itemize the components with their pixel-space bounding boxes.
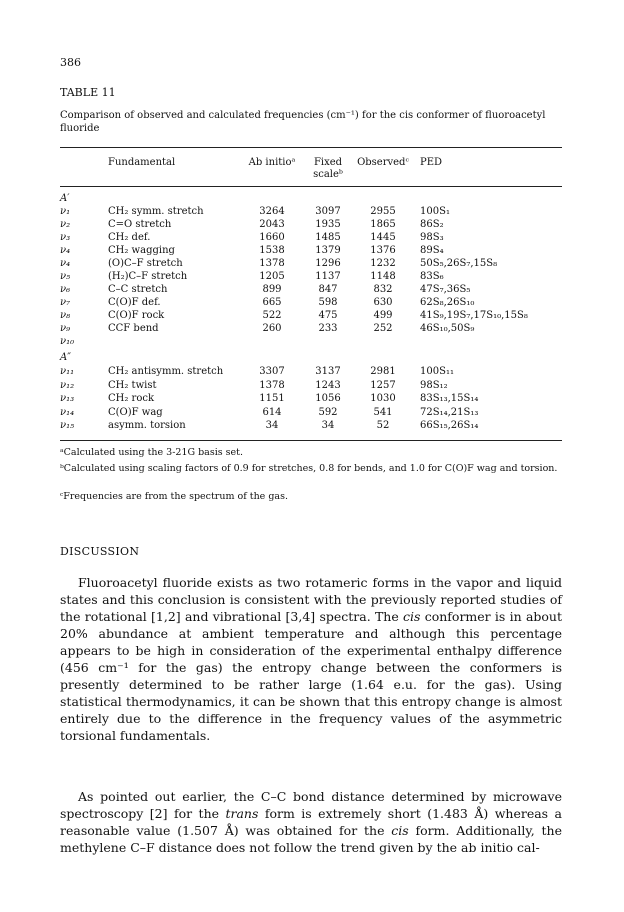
observed-value: 1865 xyxy=(370,219,396,230)
mode-symbol: ν₆ xyxy=(60,284,71,295)
mode-description: C(O)F rock xyxy=(108,310,165,321)
para1-cis: cis xyxy=(403,609,421,624)
observed-value: 541 xyxy=(373,406,393,418)
mode-symbol: ν₅ xyxy=(60,271,71,282)
ab-initio-value: 34 xyxy=(265,420,279,431)
mode-symbol: ν₁₄ xyxy=(60,406,75,418)
fixed-scale-value: 1056 xyxy=(315,393,341,404)
ped-value: 66S₁₅,26S₁₄ xyxy=(420,420,479,431)
mode-symbol: ν₁₁ xyxy=(60,366,75,377)
ab-initio-value: 3264 xyxy=(259,206,285,217)
para2-text-b: form is extremely short (1.483 Å) whereas a reasonable value (1.507 Å) was obtained for the xyxy=(60,806,562,838)
fixed-scale-value: 34 xyxy=(321,420,335,431)
fixed-scale-value: 1379 xyxy=(315,245,341,256)
observed-value: 1376 xyxy=(370,245,396,256)
para1-text-b: conformer is in about 20% abundance at ambient temperature and although this percentage appears to be high in consideration of the experimental enthalpy difference (456 cm⁻¹ for the gas) the entropy change between the conformers is presently determined to be rather large (1.64 e.u. for the gas). Using statistical thermodynamics, it can be shown that this entropy change is almost entirely due to the difference in the frequency values of the asymmetric torsional fundamentals. xyxy=(60,609,562,743)
col-header-observed: Observedᶜ xyxy=(357,157,409,168)
para2-trans: trans xyxy=(225,806,259,821)
ped-value: 83S₆ xyxy=(420,271,444,282)
ped-value: 62S₈,26S₁₀ xyxy=(420,297,475,308)
ab-initio-value: 1378 xyxy=(259,258,285,269)
fixed-scale-value: 3097 xyxy=(315,206,341,217)
page-number: 386 xyxy=(60,56,81,69)
mode-symbol: ν₂ xyxy=(60,219,71,230)
para2-text-a: As pointed out earlier, the C–C bond distance determined by microwave spectroscopy [2] for the xyxy=(60,789,562,821)
mode-symbol: ν₄ xyxy=(60,245,71,256)
table-top-rule xyxy=(60,147,562,148)
observed-value: 252 xyxy=(373,323,393,334)
observed-value: 1030 xyxy=(370,393,396,404)
ab-initio-value: 1205 xyxy=(259,271,285,282)
fixed-scale-value: 3137 xyxy=(315,366,341,377)
para2-cis: cis xyxy=(391,823,409,838)
ab-initio-value: 1538 xyxy=(259,245,285,256)
mode-description: CH₂ symm. stretch xyxy=(108,206,204,217)
footnote-c: ᶜFrequencies are from the spectrum of the gas. xyxy=(60,491,288,502)
mode-description: (H₂)C–F stretch xyxy=(108,271,188,282)
mode-description: CH₂ wagging xyxy=(108,245,175,256)
mode-description: C=O stretch xyxy=(108,219,172,230)
ab-initio-value: 3307 xyxy=(259,366,285,377)
footnote-b: ᵇCalculated using scaling factors of 0.9 for stretches, 0.8 for bends, and 1.0 for C(O)F wag and torsion. xyxy=(60,463,558,474)
mode-description: CH₂ def. xyxy=(108,232,151,243)
observed-value: 832 xyxy=(373,284,393,295)
fixed-scale-value: 475 xyxy=(318,310,338,321)
fixed-scale-value: 592 xyxy=(318,406,338,418)
fixed-scale-value: 1137 xyxy=(315,271,341,282)
observed-value: 499 xyxy=(373,310,393,321)
table-label: TABLE 11 xyxy=(60,86,116,99)
fixed-scale-value: 1485 xyxy=(315,232,341,243)
observed-value: 2955 xyxy=(370,206,396,217)
ped-value: 89S₄ xyxy=(420,245,444,256)
observed-value: 630 xyxy=(373,297,393,308)
fixed-scale-value: 233 xyxy=(318,323,338,334)
ped-value: 72S₁₄,21S₁₃ xyxy=(420,406,479,418)
mode-description: CH₂ rock xyxy=(108,393,155,404)
para2-text-c: form. Additionally, the methylene C–F distance does not follow the trend given by the ab initio cal- xyxy=(60,823,563,855)
mode-symbol: ν₁₃ xyxy=(60,393,75,404)
mode-description: (O)C–F stretch xyxy=(108,258,183,269)
mode-description: asymm. torsion xyxy=(108,420,186,431)
ped-value: 46S₁₀,50S₉ xyxy=(420,323,475,334)
section-a-prime: A′ xyxy=(60,193,70,204)
table-bottom-rule xyxy=(60,440,562,441)
ab-initio-value: 1378 xyxy=(259,379,285,391)
mode-description: C–C stretch xyxy=(108,284,168,295)
section-a-double-prime: A″ xyxy=(60,352,71,363)
mode-description: CCF bend xyxy=(108,323,159,334)
mode-description: CH₂ twist xyxy=(108,379,157,391)
ab-initio-value: 614 xyxy=(262,406,282,418)
mode-symbol: ν₄ xyxy=(60,258,71,269)
ped-value: 100S₁ xyxy=(420,206,450,217)
ab-initio-value: 260 xyxy=(262,323,282,334)
ped-value: 86S₂ xyxy=(420,219,444,230)
observed-value: 2981 xyxy=(370,366,396,377)
col-header-ab-initio: Ab initioᵃ xyxy=(248,157,296,168)
observed-value: 1445 xyxy=(370,232,396,243)
mode-description: CH₂ antisymm. stretch xyxy=(108,366,224,377)
mode-symbol: ν₁₂ xyxy=(60,379,75,391)
discussion-paragraph-1 xyxy=(60,574,562,744)
mode-symbol: ν₁₀ xyxy=(60,336,75,347)
ab-initio-value: 665 xyxy=(262,297,282,308)
mode-symbol: ν₃ xyxy=(60,232,71,243)
ped-value: 83S₁₃,15S₁₄ xyxy=(420,393,479,404)
fixed-scale-value: 847 xyxy=(318,284,338,295)
col-header-fundamental: Fundamental xyxy=(108,157,176,168)
ped-value: 98S₃ xyxy=(420,232,444,243)
col-header-fixed-2: scaleᵇ xyxy=(313,169,343,180)
table-header-rule xyxy=(60,186,562,187)
para1-text-a: Fluoroacetyl fluoride exists as two rotameric forms in the vapor and liquid states and this conclusion is consistent with the previously reported studies of the rotational [1,2] and vibrational [3,4] spectra. The xyxy=(60,575,562,624)
mode-symbol: ν₁₅ xyxy=(60,420,75,431)
section-heading: DISCUSSION xyxy=(60,545,140,558)
fixed-scale-value: 1935 xyxy=(315,219,341,230)
observed-value: 1232 xyxy=(370,258,396,269)
observed-value: 52 xyxy=(376,420,390,431)
ab-initio-value: 522 xyxy=(262,310,282,321)
fixed-scale-value: 598 xyxy=(318,297,338,308)
col-header-ped: PED xyxy=(420,157,443,168)
mode-symbol: ν₇ xyxy=(60,297,71,308)
discussion-paragraph-2 xyxy=(60,788,562,856)
ab-initio-value: 2043 xyxy=(259,219,285,230)
ab-initio-value: 1660 xyxy=(259,232,285,243)
fixed-scale-value: 1243 xyxy=(315,379,341,391)
ped-value: 100S₁₁ xyxy=(420,366,454,377)
mode-symbol: ν₁ xyxy=(60,206,71,217)
ped-value: 50S₅,26S₇,15S₈ xyxy=(420,258,498,269)
fixed-scale-value: 1296 xyxy=(315,258,341,269)
mode-symbol: ν₉ xyxy=(60,323,71,334)
mode-symbol: ν₈ xyxy=(60,310,71,321)
observed-value: 1257 xyxy=(370,379,396,391)
ped-value: 41S₉,19S₇,17S₁₀,15S₈ xyxy=(420,310,528,321)
mode-description: C(O)F def. xyxy=(108,297,161,308)
footnote-a: ᵃCalculated using the 3-21G basis set. xyxy=(60,447,243,458)
col-header-fixed-1: Fixed xyxy=(313,157,343,168)
ab-initio-value: 1151 xyxy=(259,393,285,404)
ped-value: 47S₇,36S₅ xyxy=(420,284,471,295)
table-caption: Comparison of observed and calculated frequencies (cm⁻¹) for the cis conformer of fluoroacetyl fluoride xyxy=(60,110,546,134)
ab-initio-value: 899 xyxy=(262,284,282,295)
ped-value: 98S₁₂ xyxy=(420,379,448,391)
observed-value: 1148 xyxy=(370,271,396,282)
mode-description: C(O)F wag xyxy=(108,406,163,418)
